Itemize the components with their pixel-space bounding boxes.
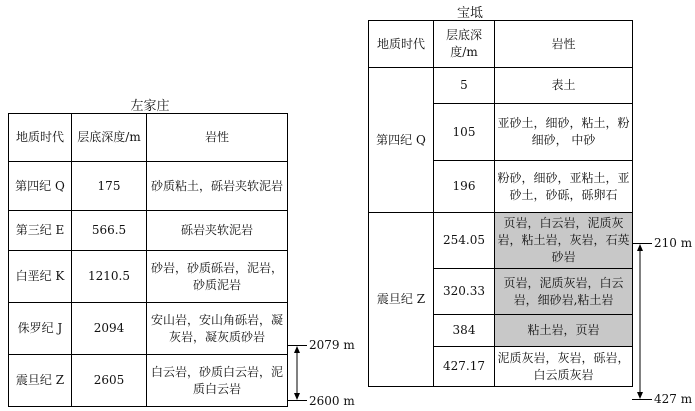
- left-table-title: 左家庄: [130, 99, 170, 114]
- lithology-cell: 砂质粘土，砾岩夹软泥岩: [147, 162, 288, 211]
- table-header-row: [9, 114, 288, 162]
- depth-cell: 2094: [72, 303, 147, 355]
- table-row: [9, 355, 288, 407]
- left-double-arrow: [291, 346, 303, 400]
- depth-cell: 384: [434, 315, 495, 347]
- depth-cell: 1210.5: [72, 251, 147, 303]
- era-cell: 第四纪 Q: [9, 162, 72, 211]
- table-row: [369, 213, 633, 269]
- left-marker-top-label: 2079 m: [309, 338, 355, 352]
- depth-cell: 5: [434, 68, 495, 104]
- lithology-cell-shaded: 页岩，泥质灰岩，白云岩，细砂岩,粘土岩: [495, 269, 633, 315]
- depth-cell: 175: [72, 162, 147, 211]
- header-lithology: 岩性: [147, 114, 288, 162]
- right-strata-table: [368, 20, 633, 387]
- depth-cell: 105: [434, 104, 495, 161]
- depth-cell: 566.5: [72, 211, 147, 251]
- left-marker-bottom-label: 2600 m: [309, 394, 355, 408]
- right-marker-bottom-line: [632, 399, 652, 400]
- era-cell: 侏罗纪 J: [9, 303, 72, 355]
- header-lithology: 岩性: [495, 21, 633, 68]
- table-row: [9, 211, 288, 251]
- header-era: 地质时代: [9, 114, 72, 162]
- depth-cell: 196: [434, 161, 495, 213]
- lithology-cell: 砂岩，砂质砾岩，泥岩，砂质泥岩: [147, 251, 288, 303]
- lithology-cell: 表土: [495, 68, 633, 104]
- right-marker-top-label: 210 m: [654, 236, 693, 250]
- lithology-cell: 粉砂，细砂，亚粘土，亚砂土，砂砾，砾卵石: [495, 161, 633, 213]
- left-strata-table: [8, 113, 288, 407]
- depth-cell: 254.05: [434, 213, 495, 269]
- table-row: [9, 303, 288, 355]
- depth-cell: 320.33: [434, 269, 495, 315]
- header-depth: 层底深度/m: [72, 114, 147, 162]
- right-table-title: 宝坻: [456, 6, 483, 21]
- lithology-cell: 泥质灰岩，灰岩，砾岩，白云质灰岩: [495, 347, 633, 387]
- era-cell: 第四纪 Q: [369, 68, 434, 213]
- era-cell: 白垩纪 K: [9, 251, 72, 303]
- table-row: [369, 68, 633, 104]
- lithology-cell-shaded: 粘土岩，页岩: [495, 315, 633, 347]
- right-marker-bottom-label: 427 m: [654, 392, 693, 406]
- right-double-arrow: [634, 244, 646, 399]
- lithology-cell-shaded: 页岩，白云岩，泥质灰岩，粘土岩，灰岩，石英砂岩: [495, 213, 633, 269]
- lithology-cell: 安山岩，安山角砾岩，凝灰岩，凝灰质砂岩: [147, 303, 288, 355]
- header-era: 地质时代: [369, 21, 434, 68]
- depth-cell: 427.17: [434, 347, 495, 387]
- lithology-cell: 亚砂土，细砂，粘土，粉细砂， 中砂: [495, 104, 633, 161]
- left-marker-bottom-line: [287, 400, 307, 401]
- table-row: [9, 251, 288, 303]
- lithology-cell: 白云岩，砂质白云岩，泥质白云岩: [147, 355, 288, 407]
- header-depth: 层底深度/m: [434, 21, 495, 68]
- lithology-cell: 砾岩夹软泥岩: [147, 211, 288, 251]
- era-cell: 震旦纪 Z: [9, 355, 72, 407]
- era-cell: 震旦纪 Z: [369, 213, 434, 387]
- depth-cell: 2605: [72, 355, 147, 407]
- table-header-row: [369, 21, 633, 68]
- era-cell: 第三纪 E: [9, 211, 72, 251]
- table-row: [9, 162, 288, 211]
